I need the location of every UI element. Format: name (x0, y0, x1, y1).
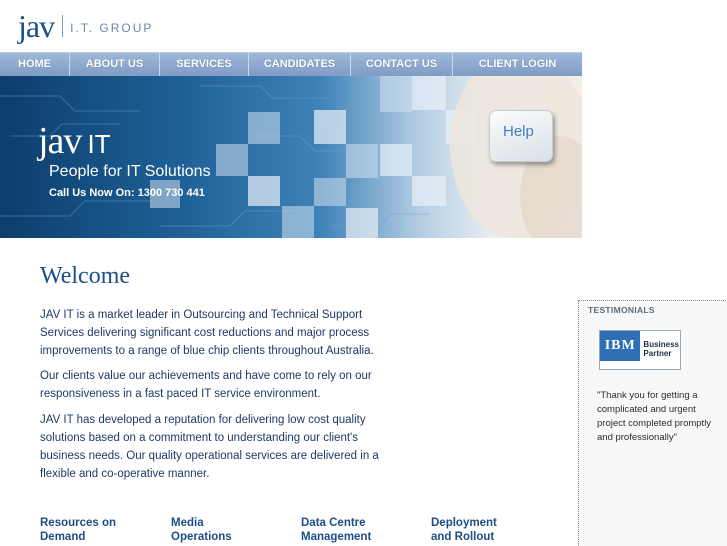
nav-home[interactable]: HOME (0, 53, 70, 76)
banner-phone: Call Us Now On: 1300 730 441 (49, 187, 205, 199)
service-line: Resources on (40, 517, 117, 529)
logo-wordmark: jav (18, 8, 55, 44)
page-title: Welcome (40, 263, 131, 289)
nav-about-us[interactable]: ABOUT US (70, 53, 160, 76)
service-line: and Rollout (431, 531, 495, 543)
service-media-operations[interactable] (171, 516, 291, 544)
testimonial-quote: "Thank you for getting a complicated and urgent project completed promptly and professionally" (597, 390, 712, 443)
logo-divider (62, 15, 63, 37)
badge-line-1: Business (643, 340, 679, 349)
service-resources-on-demand[interactable] (40, 516, 160, 544)
main-nav (0, 52, 582, 77)
service-line: Operations (171, 531, 232, 543)
logo-subtitle: I.T. GROUP (70, 20, 154, 35)
site-logo[interactable] (18, 8, 153, 44)
ibm-logo: IBM (600, 331, 640, 361)
intro-paragraph-1: JAV IT is a market leader in Outsourcing and Technical Support Services delivering significant cost reductions and major process improvements to a range of blue chip clients throughout Australia. (40, 309, 374, 357)
service-data-centre-management[interactable] (301, 516, 421, 544)
banner-brand (38, 122, 111, 160)
help-key-image (489, 110, 553, 162)
banner-tagline: People for IT Solutions (49, 163, 211, 180)
badge-text (640, 331, 680, 369)
banner-wordmark: jav (38, 120, 82, 162)
badge-line-2: Partner (643, 349, 672, 358)
service-line: Demand (40, 531, 86, 543)
hero-banner (0, 76, 582, 238)
intro-paragraph-3: JAV IT has developed a reputation for delivering low cost quality solutions based on a commitment to understanding our client's business needs. Our quality operational services are delivered in a flexible and co-operative manner. (40, 414, 379, 480)
service-line: Data Centre (301, 517, 366, 529)
nav-candidates[interactable]: CANDIDATES (249, 53, 351, 76)
service-line: Management (301, 531, 372, 543)
service-line: Deployment (431, 517, 497, 529)
ibm-business-partner-badge (599, 330, 681, 370)
nav-services[interactable]: SERVICES (160, 53, 249, 76)
service-line: Media (171, 517, 204, 529)
intro-paragraph-2: Our clients value our achievements and have come to rely on our responsiveness in a fast paced IT service environment. (40, 370, 372, 400)
testimonials-panel (578, 300, 727, 546)
help-key-label: Help (503, 123, 534, 140)
nav-client-login[interactable]: CLIENT LOGIN (478, 58, 557, 70)
banner-brand-suffix: IT (87, 129, 111, 159)
nav-contact-us[interactable]: CONTACT US (351, 53, 453, 76)
service-deployment-and-rollout[interactable] (431, 516, 551, 544)
testimonials-heading: TESTIMONIALS (588, 305, 655, 315)
